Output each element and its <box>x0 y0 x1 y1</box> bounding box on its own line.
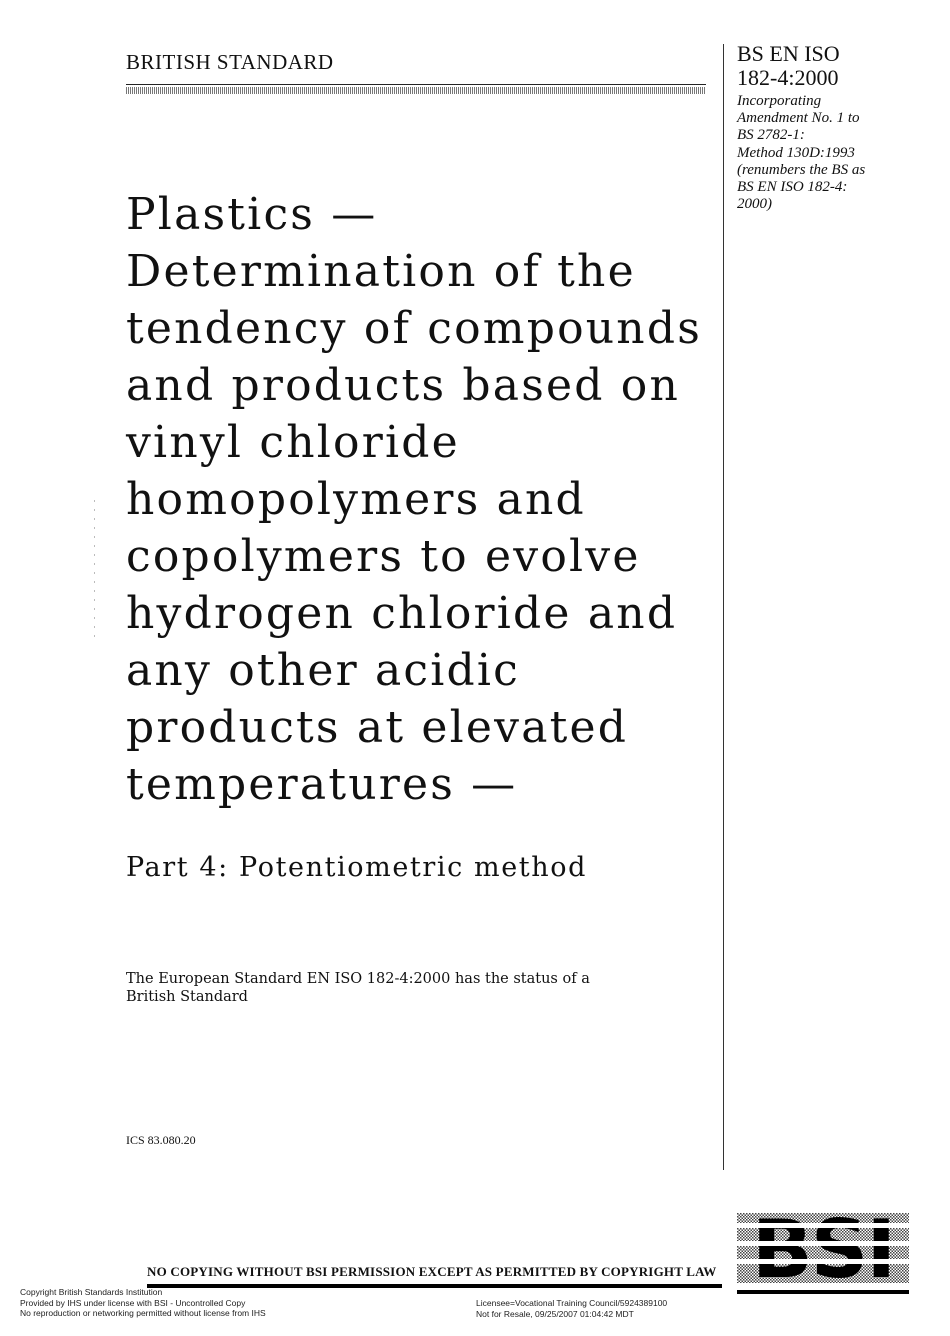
title-line: any other acidic <box>126 645 521 696</box>
amendment-line: Amendment No. 1 to <box>737 110 860 127</box>
title-line: homopolymers and <box>126 474 586 525</box>
standard-number-line2: 182-4:2000 <box>737 65 839 90</box>
amendment-line: 2000) <box>737 196 772 213</box>
hatched-band <box>126 87 706 94</box>
standard-number <box>737 42 937 90</box>
amendment-line: Incorporating <box>737 93 822 109</box>
title-line: Plastics — <box>126 189 378 240</box>
document-title <box>126 186 716 813</box>
footer-right <box>476 1298 667 1319</box>
header-rule <box>126 84 706 85</box>
status-statement <box>126 970 626 1006</box>
title-line: vinyl chloride <box>126 417 460 468</box>
header-label: BRITISH STANDARD <box>126 50 334 74</box>
status-line: British Standard <box>126 989 248 1005</box>
amendment-line: BS EN ISO 182-4: <box>737 179 848 196</box>
footer-left <box>20 1287 266 1319</box>
status-line: The European Standard EN ISO 182-4:2000 has the status of a <box>126 971 590 987</box>
standard-number-line1: BS EN ISO <box>737 41 840 66</box>
amendment-note <box>737 93 937 213</box>
title-line: copolymers to evolve <box>126 531 641 582</box>
footer-line: No reproduction or networking permitted without license from IHS <box>20 1308 266 1318</box>
title-line: products at elevated <box>126 702 629 753</box>
logo-rule <box>737 1290 909 1294</box>
footer-line: Licensee=Vocational Training Council/5924389100 <box>476 1298 668 1308</box>
ics-code: ICS 83.080.20 <box>126 1133 196 1147</box>
bsi-logo <box>737 1213 909 1283</box>
vertical-divider <box>723 44 724 1170</box>
amendment-line: Method 130D:1993 <box>737 144 855 161</box>
title-line: Determination of the <box>126 246 636 297</box>
title-line: temperatures — <box>126 759 518 810</box>
copyright-notice: NO COPYING WITHOUT BSI PERMISSION EXCEPT AS PERMITTED BY COPYRIGHT LAW <box>147 1264 717 1279</box>
footer-line: Copyright British Standards Institution <box>20 1287 163 1297</box>
title-line: hydrogen chloride and <box>126 588 678 639</box>
title-line: and products based on <box>126 360 681 411</box>
amendment-line: BS 2782-1: <box>737 127 805 144</box>
title-line: tendency of compounds <box>126 303 702 354</box>
margin-dotted-line <box>94 500 95 640</box>
part-title: Part 4: Potentiometric method <box>126 852 587 883</box>
footer-line: Provided by IHS under license with BSI - Uncontrolled Copy <box>20 1297 246 1308</box>
amendment-line: (renumbers the BS as <box>737 161 866 178</box>
footer-line: Not for Resale, 09/25/2007 01:04:42 MDT <box>476 1308 634 1319</box>
